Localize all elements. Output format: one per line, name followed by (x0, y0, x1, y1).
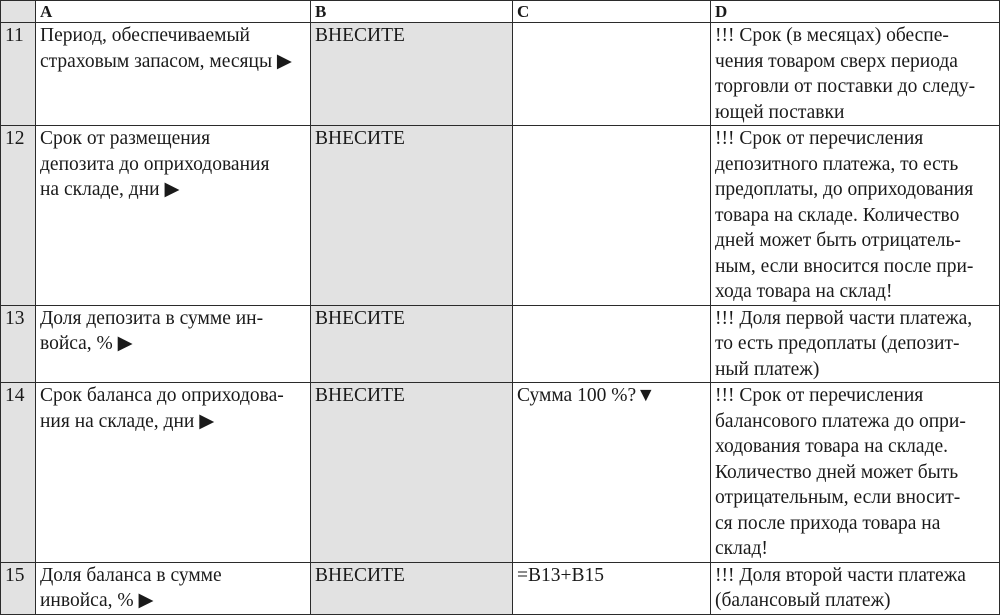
cell-c[interactable]: Сумма 100 %?▼ (513, 383, 711, 563)
cell-d-line: предоплаты, до оприходования (715, 179, 974, 200)
cell-d-line: хода товара на склад! (715, 281, 893, 302)
column-header-b[interactable]: B (311, 1, 513, 23)
column-header-a[interactable]: A (36, 1, 311, 23)
cell-d-line: ный платеж) (715, 358, 820, 380)
cell-a-line: на складе, дни ▶ (40, 179, 180, 200)
cell-d-line: чения товаром сверх периода (715, 50, 958, 72)
cell-d-line: ходования товара на складе. (715, 436, 949, 457)
cell-d[interactable] (711, 23, 1000, 126)
cell-d-line: отрицательным, если вносит- (715, 487, 961, 508)
cell-a[interactable] (36, 562, 311, 614)
row-number[interactable]: 14 (1, 383, 36, 563)
row-number[interactable]: 15 (1, 562, 36, 614)
cell-d-line: склад! (715, 538, 768, 559)
row-number[interactable]: 13 (1, 305, 36, 383)
cell-a-line: Доля баланса в сумме (40, 564, 222, 586)
cell-d[interactable] (711, 305, 1000, 383)
cell-d-line: !!! Доля второй части платежа (715, 564, 966, 586)
cell-d-line: Количество дней может быть (715, 461, 959, 483)
table-row (1, 562, 1000, 614)
row-number[interactable]: 11 (1, 23, 36, 126)
table-row (1, 383, 1000, 563)
cell-c[interactable] (513, 23, 711, 126)
cell-d-line: балансового платежа до опри- (715, 410, 966, 432)
cell-d-line: депозитного платежа, то есть (715, 153, 959, 175)
corner-cell (1, 1, 36, 23)
column-header-c[interactable]: C (513, 1, 711, 23)
cell-a-line: страховым запасом, месяцы ▶ (40, 50, 292, 72)
cell-a-line: ния на складе, дни ▶ (40, 410, 215, 432)
cell-c[interactable] (513, 305, 711, 383)
cell-a-line: Доля депозита в сумме ин- (40, 307, 264, 329)
cell-d-line: ющей поставки (715, 101, 845, 123)
cell-d[interactable] (711, 383, 1000, 563)
cell-d-line: ся после прихода товара на (715, 512, 941, 534)
cell-d-line: !!! Срок от перечисления (715, 128, 924, 149)
cell-a-line: Срок баланса до оприходова- (40, 385, 284, 406)
cell-d-line: !!! Доля первой части платежа, (715, 307, 973, 329)
cell-a-line: Срок от размещения (40, 128, 211, 149)
cell-d[interactable] (711, 562, 1000, 614)
cell-d-line: дней может быть отрицатель- (715, 230, 961, 251)
column-header-row (1, 1, 1000, 23)
table-row (1, 126, 1000, 306)
cell-b-input[interactable]: ВНЕСИТЕ (311, 383, 513, 563)
cell-b-input[interactable]: ВНЕСИТЕ (311, 23, 513, 126)
cell-a[interactable] (36, 23, 311, 126)
cell-d-line: (балансовый платеж) (715, 590, 891, 611)
table-row (1, 305, 1000, 383)
cell-d-line: торговли от поставки до следу- (715, 76, 976, 97)
cell-d-line: то есть предоплаты (депозит- (715, 333, 960, 354)
cell-d-line: товара на складе. Количество (715, 204, 960, 226)
cell-d-line: !!! Срок (в месяцах) обеспе- (715, 25, 949, 46)
cell-c[interactable] (513, 126, 711, 306)
cell-c[interactable]: =B13+B15 (513, 562, 711, 614)
cell-a-line: Период, обеспечиваемый (40, 25, 250, 46)
cell-d-line: !!! Срок от перечисления (715, 385, 924, 406)
cell-a-line: инвойса, % ▶ (40, 590, 154, 611)
row-number[interactable]: 12 (1, 126, 36, 306)
cell-d[interactable] (711, 126, 1000, 306)
cell-a[interactable] (36, 305, 311, 383)
cell-a-line: депозита до оприходования (40, 153, 270, 175)
column-header-d[interactable]: D (711, 1, 1000, 23)
cell-b-input[interactable]: ВНЕСИТЕ (311, 305, 513, 383)
cell-a[interactable] (36, 383, 311, 563)
table-row (1, 23, 1000, 126)
cell-b-input[interactable]: ВНЕСИТЕ (311, 562, 513, 614)
cell-d-line: ным, если вносится после при- (715, 255, 974, 277)
cell-b-input[interactable]: ВНЕСИТЕ (311, 126, 513, 306)
cell-a[interactable] (36, 126, 311, 306)
cell-a-line: войса, % ▶ (40, 333, 133, 354)
